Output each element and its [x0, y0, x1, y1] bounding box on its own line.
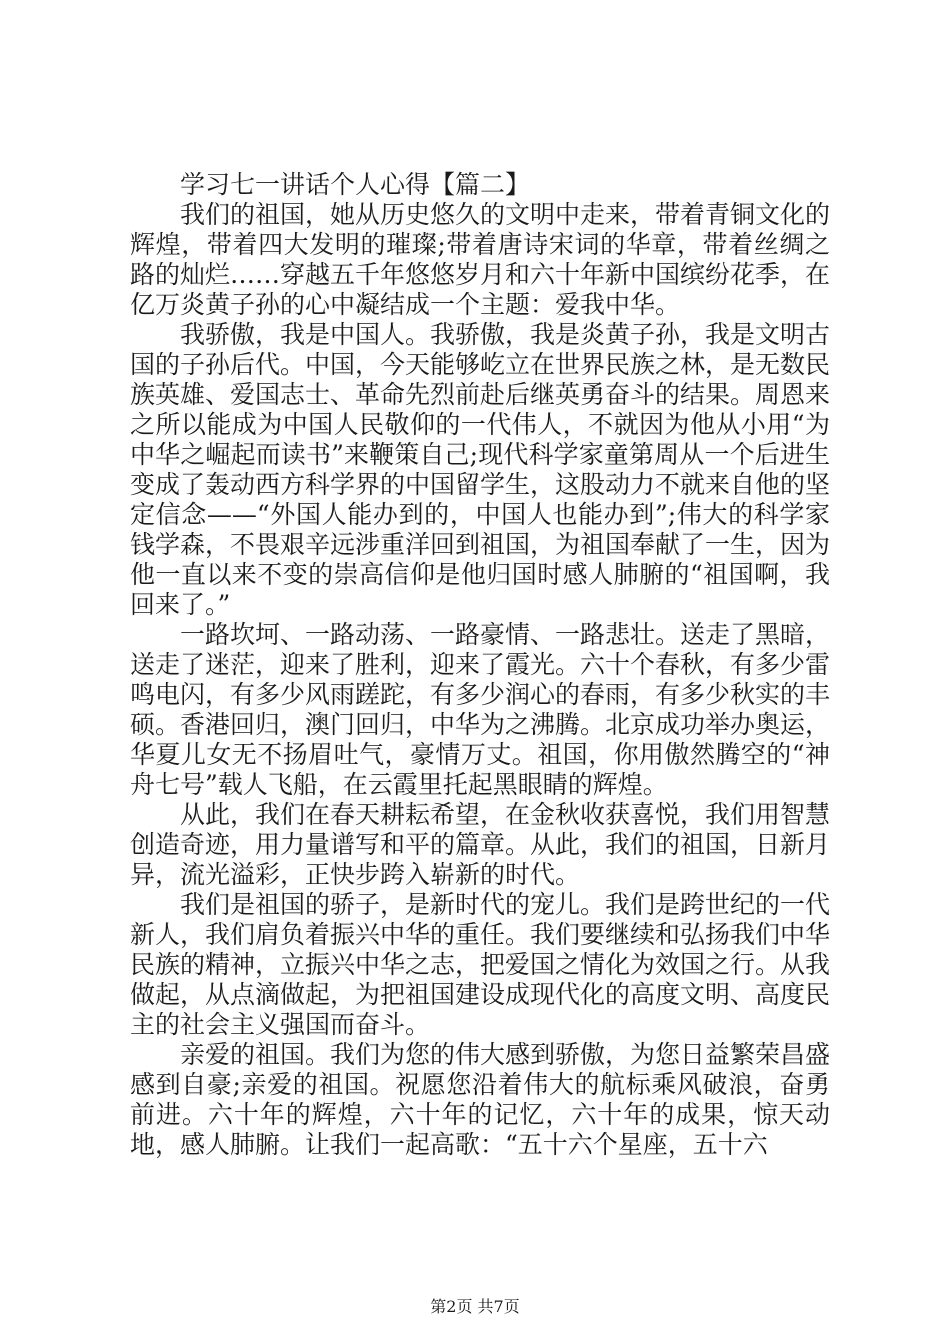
document-title: 学习七一讲话个人心得【篇二】	[180, 170, 531, 199]
paragraph-3: 一路坎坷、一路动荡、一路豪情、一路悲壮。送走了黑暗，送走了迷茫，迎来了胜利，迎来了霞光。六十个春秋，有多少雷鸣电闪，有多少风雨蹉跎，有多少润心的春雨，有多少秋实的丰硕。香港回归，澳门回归，中华为之沸腾。北京成功举办奥运，华夏儿女无不扬眉吐气，豪情万丈。祖国，你用傲然腾空的“神舟七号”载人飞船，在云霞里托起黑眼睛的辉煌。	[130, 620, 831, 799]
paragraph-4: 从此，我们在春天耕耘希望，在金秋收获喜悦，我们用智慧创造奇迹，用力量谱写和平的篇章。从此，我们的祖国，日新月异，流光溢彩，正快步跨入崭新的时代。	[130, 800, 831, 889]
document-body	[130, 170, 830, 1160]
paragraph-1: 我们的祖国，她从历史悠久的文明中走来，带着青铜文化的辉煌，带着四大发明的璀璨;带着唐诗宋词的华章，带着丝绸之路的灿烂……穿越五千年悠悠岁月和六十年新中国缤纷花季，在亿万炎黄子孙的心中凝结成一个主题：爱我中华。	[130, 200, 831, 319]
paragraph-2: 我骄傲，我是中国人。我骄傲，我是炎黄子孙，我是文明古国的子孙后代。中国，今天能够屹立在世界民族之林，是无数民族英雄、爱国志士、革命先烈前赴后继英勇奋斗的结果。周恩来之所以能成为中国人民敬仰的一代伟人，不就因为他从小用“为中华之崛起而读书”来鞭策自己;现代科学家童第周从一个后进生变成了轰动西方科学界的中国留学生，这股动力不就来自他的坚定信念——“外国人能办到的，中国人也能办到”;伟大的科学家钱学森，不畏艰辛远涉重洋回到祖国，为祖国奉献了一生，因为他一直以来不变的崇高信仰是他归国时感人肺腑的“祖国啊，我回来了。”	[130, 320, 831, 619]
page-footer: 第2页 共7页	[430, 1297, 520, 1316]
paragraph-6: 亲爱的祖国。我们为您的伟大感到骄傲，为您日益繁荣昌盛感到自豪;亲爱的祖国。祝愿您沿着伟大的航标乘风破浪，奋勇前进。六十年的辉煌，六十年的记忆，六十年的成果，惊天动地，感人肺腑。让我们一起高歌：“五十六个星座，五十六	[130, 1040, 831, 1159]
paragraph-5: 我们是祖国的骄子，是新时代的宠儿。我们是跨世纪的一代新人，我们肩负着振兴中华的重任。我们要继续和弘扬我们中华民族的精神，立振兴中华之志，把爱国之情化为效国之行。从我做起，从点滴做起，为把祖国建设成现代化的高度文明、高度民主的社会主义强国而奋斗。	[130, 890, 831, 1039]
